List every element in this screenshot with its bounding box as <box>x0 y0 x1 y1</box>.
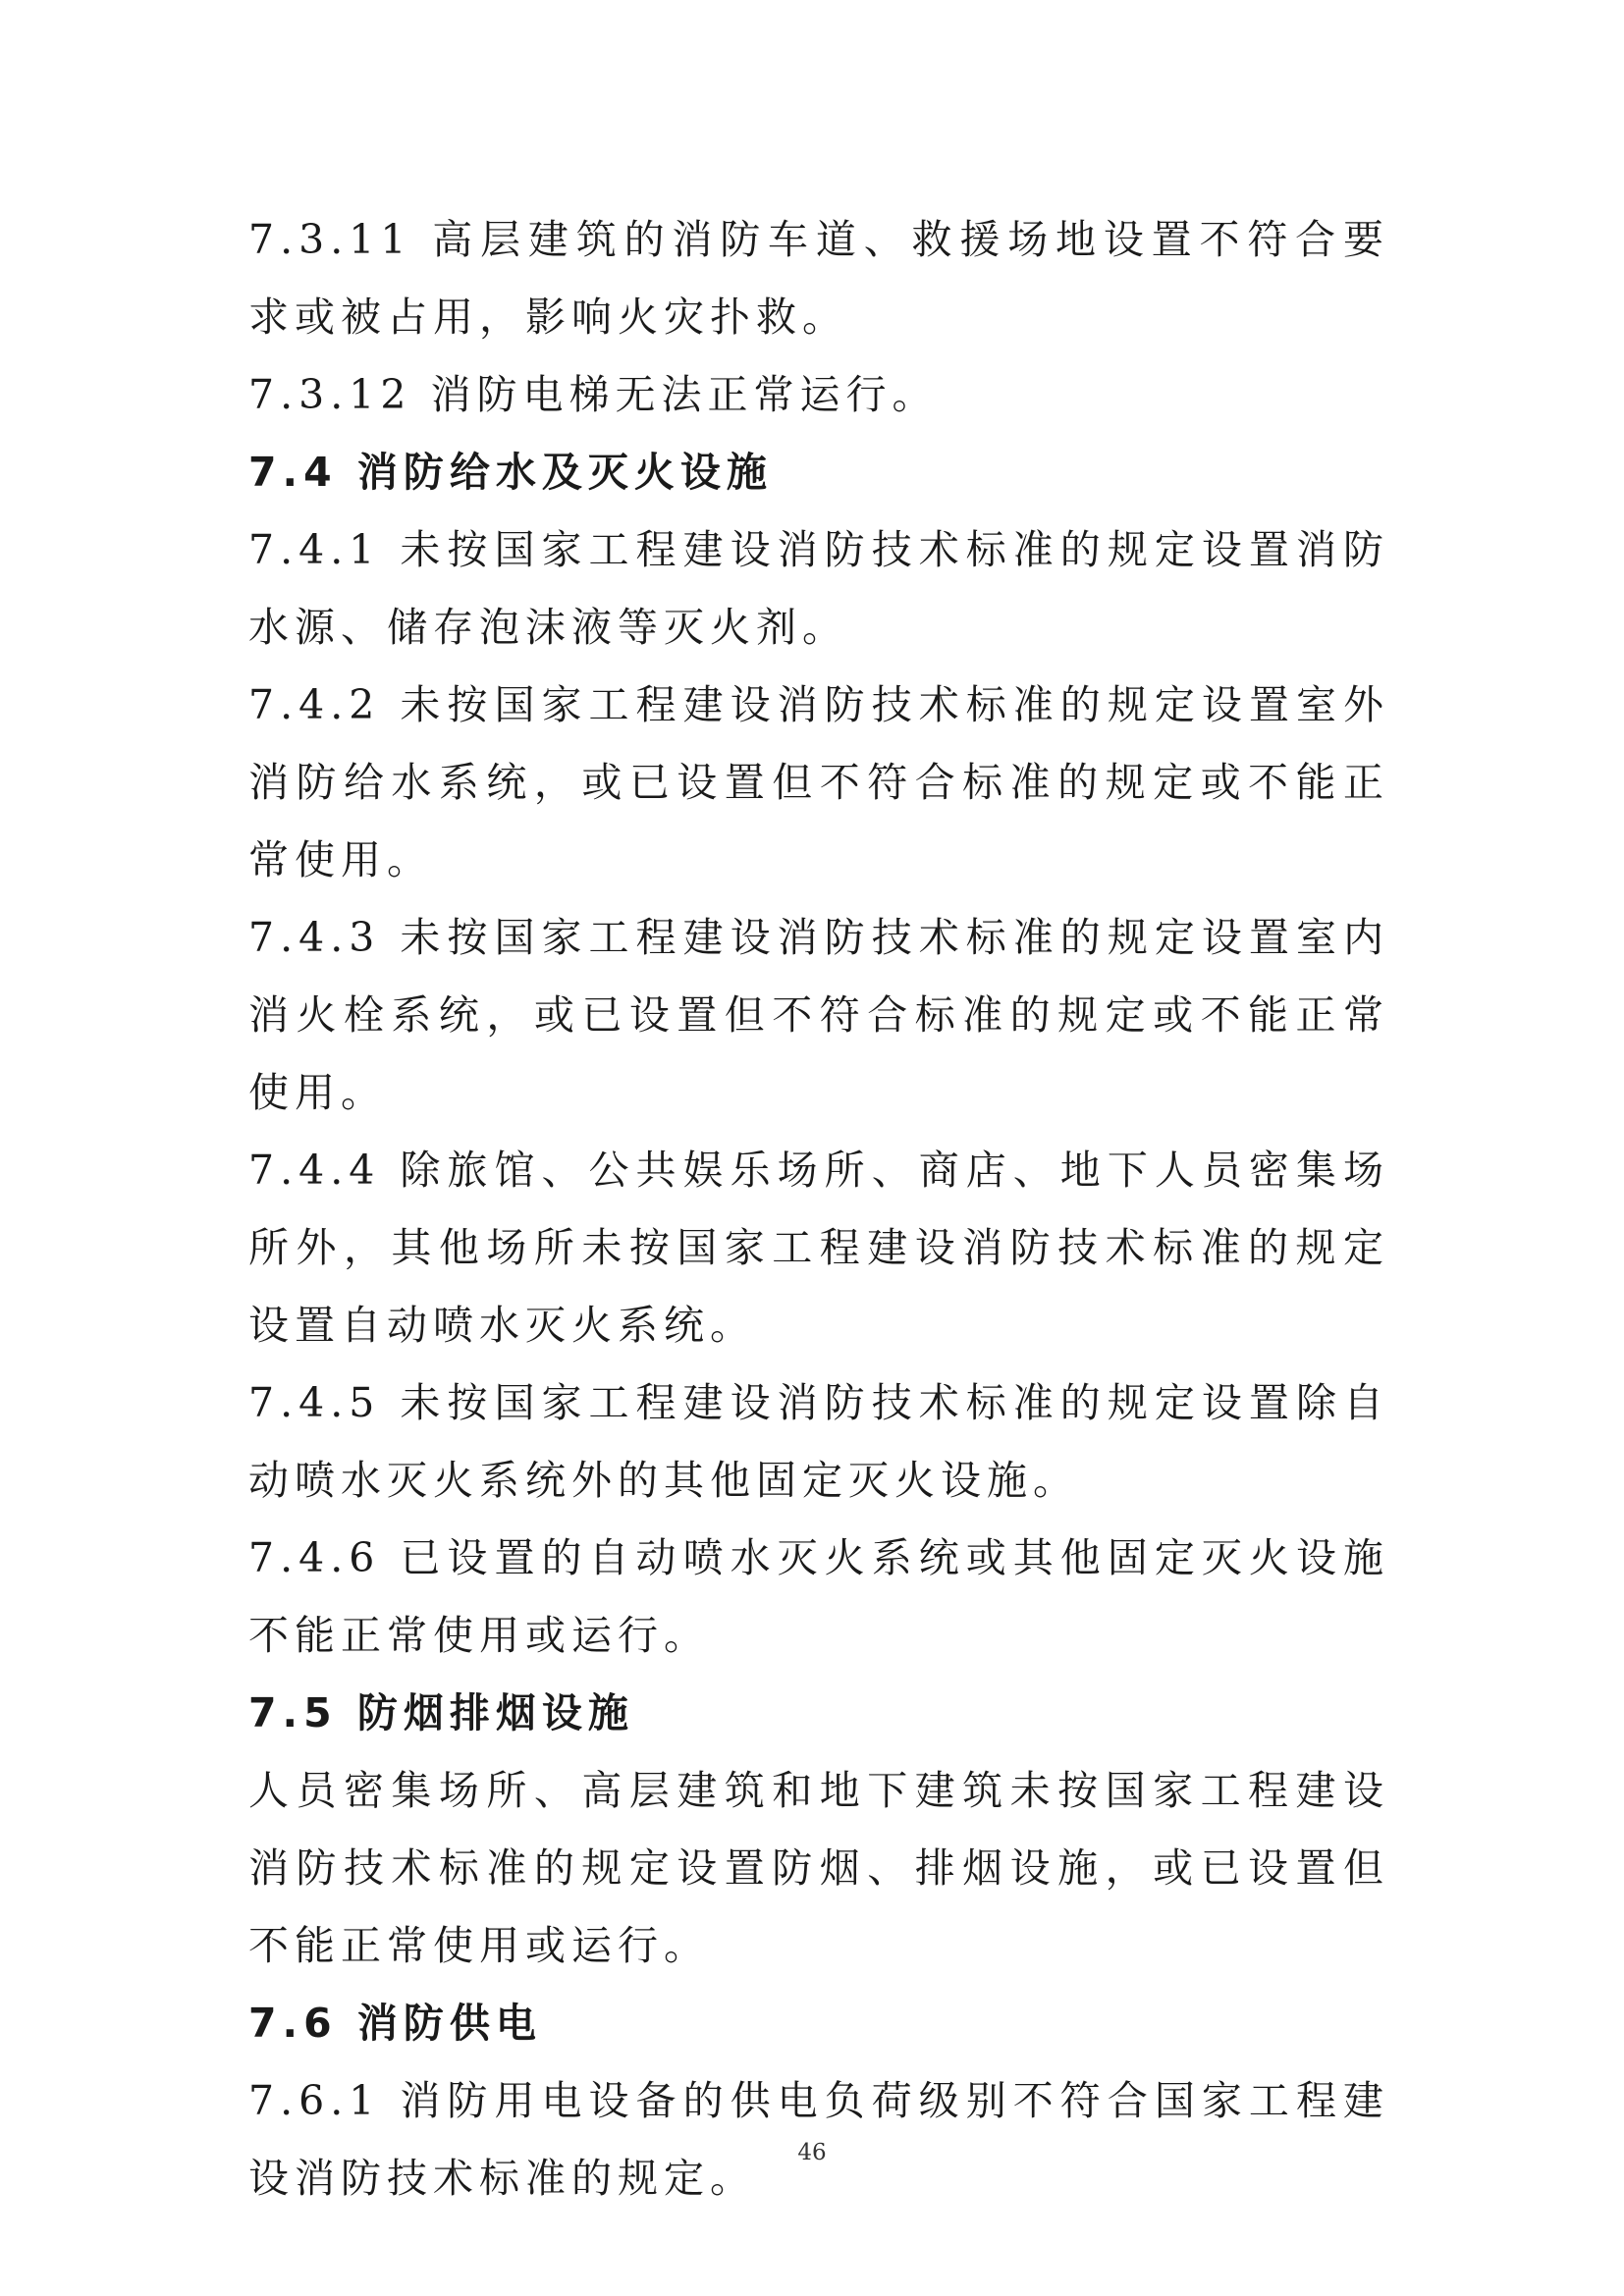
clause-7-3-12: 7.3.12 消防电梯无法正常运行。 <box>248 371 939 418</box>
section-heading-7-5: 7.5 防烟排烟设施 <box>248 1689 634 1736</box>
clause-7-5-body: 人员密集场所、高层建筑和地下建筑未按国家工程建设消防技术标准的规定设置防烟、排烟设施，或已设置但不能正常使用或运行。 <box>248 1767 1389 1969</box>
clause-7-4-3: 7.4.3 未按国家工程建设消防技术标准的规定设置室内消火栓系统，或已设置但不符合标准的规定或不能正常使用。 <box>248 914 1389 1116</box>
clause-7-4-1: 7.4.1 未按国家工程建设消防技术标准的规定设置消防水源、储存泡沫液等灭火剂。 <box>248 526 1389 651</box>
clause-7-6-1: 7.6.1 消防用电设备的供电负荷级别不符合国家工程建设消防技术标准的规定。 <box>248 2077 1389 2202</box>
document-body <box>248 201 1389 2217</box>
section-heading-7-6: 7.6 消防供电 <box>248 2000 542 2047</box>
page-number: 46 <box>797 2140 827 2165</box>
clause-7-4-6: 7.4.6 已设置的自动喷水灭火系统或其他固定灭火设施不能正常使用或运行。 <box>248 1534 1389 1659</box>
clause-7-3-11: 7.3.11 高层建筑的消防车道、救援场地设置不符合要求或被占用，影响火灾扑救。 <box>248 216 1389 341</box>
clause-7-4-4: 7.4.4 除旅馆、公共娱乐场所、商店、地下人员密集场所外，其他场所未按国家工程建设消防技术标准的规定设置自动喷水灭火系统。 <box>248 1147 1389 1349</box>
clause-7-4-2: 7.4.2 未按国家工程建设消防技术标准的规定设置室外消防给水系统，或已设置但不符合标准的规定或不能正常使用。 <box>248 681 1389 883</box>
section-heading-7-4: 7.4 消防给水及灭火设施 <box>248 449 773 496</box>
clause-7-4-5: 7.4.5 未按国家工程建设消防技术标准的规定设置除自动喷水灭火系统外的其他固定灭火设施。 <box>248 1379 1389 1504</box>
